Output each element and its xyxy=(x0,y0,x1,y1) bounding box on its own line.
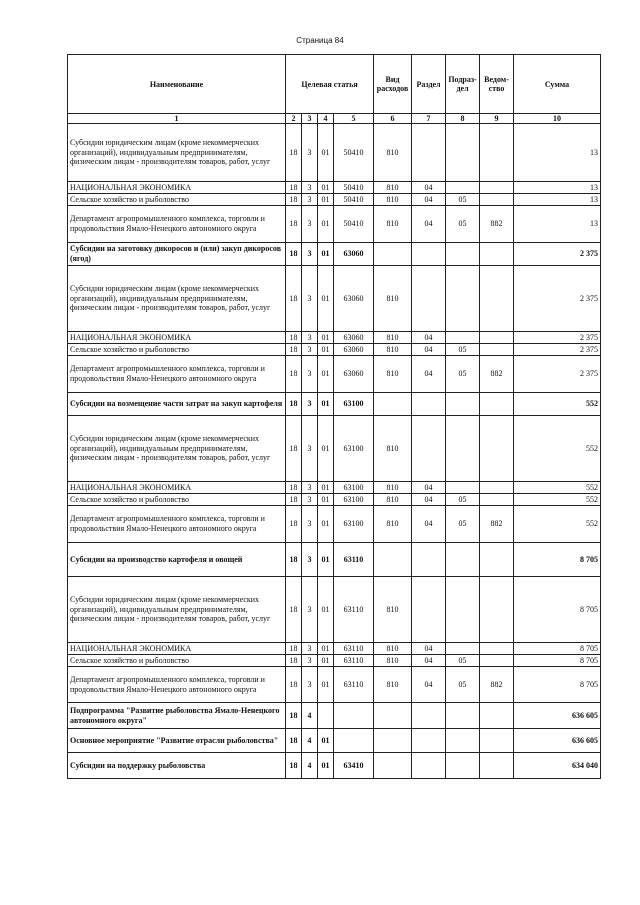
code-cell-subprogram: 3 xyxy=(302,494,318,506)
code-cell-article xyxy=(334,729,374,753)
row-name-cell: Субсидии юридическим лицам (кроме некоммерческих организаций), индивидуальным предпринимателям, физическим лицам - производителям товаров, работ, услуг xyxy=(68,416,286,482)
code-cell-activity: 01 xyxy=(318,577,334,643)
table-row xyxy=(68,206,601,243)
column-number: 4 xyxy=(318,114,334,124)
section-cell: 04 xyxy=(412,667,446,703)
amount-cell: 8 705 xyxy=(514,643,601,655)
section-cell xyxy=(412,577,446,643)
amount-cell: 552 xyxy=(514,506,601,543)
page-number-label: Страница 84 xyxy=(296,36,344,45)
code-cell-activity: 01 xyxy=(318,393,334,416)
code-cell-article: 63110 xyxy=(334,543,374,577)
amount-cell: 8 705 xyxy=(514,577,601,643)
code-cell-subprogram: 3 xyxy=(302,577,318,643)
code-cell-article: 63060 xyxy=(334,344,374,356)
code-cell-program: 18 xyxy=(286,753,302,779)
expense-type-cell xyxy=(374,243,412,266)
subsection-cell: 05 xyxy=(446,667,480,703)
code-cell-program: 18 xyxy=(286,482,302,494)
section-cell: 04 xyxy=(412,655,446,667)
table-row xyxy=(68,266,601,332)
section-cell xyxy=(412,266,446,332)
expense-type-cell: 810 xyxy=(374,124,412,182)
expense-type-cell: 810 xyxy=(374,577,412,643)
table-row xyxy=(68,577,601,643)
column-number: 3 xyxy=(302,114,318,124)
header-section: Раздел xyxy=(412,55,446,114)
amount-cell: 636 605 xyxy=(514,729,601,753)
amount-cell: 552 xyxy=(514,482,601,494)
expense-type-cell: 810 xyxy=(374,416,412,482)
row-name-cell: НАЦИОНАЛЬНАЯ ЭКОНОМИКА xyxy=(68,182,286,194)
code-cell-subprogram: 3 xyxy=(302,356,318,393)
subsection-cell xyxy=(446,577,480,643)
department-cell xyxy=(480,655,514,667)
code-cell-subprogram: 3 xyxy=(302,643,318,655)
amount-cell: 13 xyxy=(514,124,601,182)
code-cell-subprogram: 4 xyxy=(302,753,318,779)
subsection-cell xyxy=(446,643,480,655)
amount-cell: 634 040 xyxy=(514,753,601,779)
code-cell-article: 50410 xyxy=(334,194,374,206)
amount-cell: 13 xyxy=(514,194,601,206)
code-cell-subprogram: 3 xyxy=(302,194,318,206)
row-name-cell: Субсидии юридическим лицам (кроме некоммерческих организаций), индивидуальным предпринимателям, физическим лицам - производителям товаров, работ, услуг xyxy=(68,577,286,643)
code-cell-activity: 01 xyxy=(318,344,334,356)
department-cell: 882 xyxy=(480,206,514,243)
column-number-row xyxy=(68,114,601,124)
code-cell-subprogram: 3 xyxy=(302,655,318,667)
row-name-cell: Департамент агропромышленного комплекса, торговли и продовольствия Ямало-Ненецкого автономного округа xyxy=(68,506,286,543)
subsection-cell: 05 xyxy=(446,655,480,667)
department-cell xyxy=(480,703,514,729)
expense-type-cell: 810 xyxy=(374,194,412,206)
code-cell-subprogram: 4 xyxy=(302,729,318,753)
code-cell-subprogram: 3 xyxy=(302,482,318,494)
header-target-article: Целевая статья xyxy=(286,55,374,114)
code-cell-article: 63110 xyxy=(334,577,374,643)
department-cell xyxy=(480,543,514,577)
section-cell xyxy=(412,243,446,266)
department-cell: 882 xyxy=(480,356,514,393)
code-cell-article: 63110 xyxy=(334,667,374,703)
column-number: 10 xyxy=(514,114,601,124)
row-name-cell: НАЦИОНАЛЬНАЯ ЭКОНОМИКА xyxy=(68,643,286,655)
code-cell-subprogram: 3 xyxy=(302,206,318,243)
header-row xyxy=(68,55,601,114)
code-cell-subprogram: 3 xyxy=(302,543,318,577)
expense-type-cell xyxy=(374,543,412,577)
table-row xyxy=(68,344,601,356)
expense-type-cell: 810 xyxy=(374,643,412,655)
code-cell-program: 18 xyxy=(286,206,302,243)
row-name-cell: НАЦИОНАЛЬНАЯ ЭКОНОМИКА xyxy=(68,332,286,344)
department-cell xyxy=(480,124,514,182)
code-cell-activity: 01 xyxy=(318,494,334,506)
code-cell-activity: 01 xyxy=(318,206,334,243)
department-cell xyxy=(480,416,514,482)
code-cell-program: 18 xyxy=(286,729,302,753)
subsection-cell xyxy=(446,482,480,494)
code-cell-article: 63100 xyxy=(334,494,374,506)
department-cell xyxy=(480,344,514,356)
section-cell: 04 xyxy=(412,332,446,344)
table-row xyxy=(68,729,601,753)
code-cell-article: 63100 xyxy=(334,482,374,494)
code-cell-program: 18 xyxy=(286,266,302,332)
amount-cell: 552 xyxy=(514,494,601,506)
code-cell-program: 18 xyxy=(286,124,302,182)
code-cell-article: 63100 xyxy=(334,416,374,482)
table-row xyxy=(68,332,601,344)
subsection-cell: 05 xyxy=(446,344,480,356)
expense-type-cell: 810 xyxy=(374,356,412,393)
department-cell xyxy=(480,243,514,266)
code-cell-program: 18 xyxy=(286,506,302,543)
table-row xyxy=(68,243,601,266)
code-cell-activity: 01 xyxy=(318,655,334,667)
column-number: 9 xyxy=(480,114,514,124)
expense-type-cell xyxy=(374,703,412,729)
code-cell-article: 50410 xyxy=(334,206,374,243)
department-cell xyxy=(480,393,514,416)
expense-type-cell: 810 xyxy=(374,266,412,332)
subsection-cell: 05 xyxy=(446,494,480,506)
table-row xyxy=(68,194,601,206)
code-cell-program: 18 xyxy=(286,655,302,667)
row-name-cell: Подпрограмма "Развитие рыболовства Ямало-Ненецкого автономного округа" xyxy=(68,703,286,729)
table-row xyxy=(68,356,601,393)
table-row xyxy=(68,482,601,494)
code-cell-article: 63110 xyxy=(334,643,374,655)
code-cell-subprogram: 3 xyxy=(302,667,318,703)
subsection-cell xyxy=(446,703,480,729)
section-cell xyxy=(412,753,446,779)
code-cell-activity: 01 xyxy=(318,124,334,182)
code-cell-subprogram: 3 xyxy=(302,182,318,194)
table-row xyxy=(68,182,601,194)
section-cell: 04 xyxy=(412,206,446,243)
department-cell xyxy=(480,494,514,506)
expense-type-cell: 810 xyxy=(374,655,412,667)
section-cell: 04 xyxy=(412,356,446,393)
row-name-cell: Сельское хозяйство и рыболовство xyxy=(68,344,286,356)
expense-type-cell: 810 xyxy=(374,206,412,243)
code-cell-article: 63060 xyxy=(334,243,374,266)
section-cell: 04 xyxy=(412,344,446,356)
amount-cell: 2 375 xyxy=(514,356,601,393)
subsection-cell xyxy=(446,243,480,266)
subsection-cell: 05 xyxy=(446,194,480,206)
department-cell: 882 xyxy=(480,506,514,543)
amount-cell: 552 xyxy=(514,416,601,482)
code-cell-article: 50410 xyxy=(334,124,374,182)
code-cell-program: 18 xyxy=(286,494,302,506)
subsection-cell xyxy=(446,124,480,182)
code-cell-article: 63100 xyxy=(334,393,374,416)
code-cell-activity: 01 xyxy=(318,243,334,266)
expense-type-cell: 810 xyxy=(374,667,412,703)
code-cell-program: 18 xyxy=(286,416,302,482)
subsection-cell: 05 xyxy=(446,506,480,543)
code-cell-program: 18 xyxy=(286,194,302,206)
expense-type-cell: 810 xyxy=(374,506,412,543)
code-cell-activity: 01 xyxy=(318,416,334,482)
code-cell-activity: 01 xyxy=(318,543,334,577)
header-department: Ведом-ство xyxy=(480,55,514,114)
code-cell-article: 63100 xyxy=(334,506,374,543)
header-subsection: Подраз-дел xyxy=(446,55,480,114)
code-cell-activity: 01 xyxy=(318,482,334,494)
code-cell-article: 63060 xyxy=(334,266,374,332)
code-cell-program: 18 xyxy=(286,332,302,344)
code-cell-subprogram: 3 xyxy=(302,243,318,266)
row-name-cell: Субсидии на заготовку дикоросов и (или) закуп дикоросов (ягод) xyxy=(68,243,286,266)
code-cell-activity: 01 xyxy=(318,266,334,332)
code-cell-activity: 01 xyxy=(318,194,334,206)
column-number: 5 xyxy=(334,114,374,124)
budget-table xyxy=(67,54,601,779)
table-row xyxy=(68,753,601,779)
table-row xyxy=(68,667,601,703)
row-name-cell: Субсидии на возмещение части затрат на закуп картофеля xyxy=(68,393,286,416)
code-cell-activity: 01 xyxy=(318,506,334,543)
table-row xyxy=(68,393,601,416)
expense-type-cell: 810 xyxy=(374,332,412,344)
code-cell-program: 18 xyxy=(286,577,302,643)
department-cell xyxy=(480,332,514,344)
department-cell xyxy=(480,482,514,494)
subsection-cell xyxy=(446,543,480,577)
amount-cell: 2 375 xyxy=(514,266,601,332)
code-cell-activity: 01 xyxy=(318,667,334,703)
section-cell: 04 xyxy=(412,194,446,206)
code-cell-program: 18 xyxy=(286,643,302,655)
subsection-cell xyxy=(446,393,480,416)
expense-type-cell: 810 xyxy=(374,482,412,494)
table-row xyxy=(68,655,601,667)
code-cell-subprogram: 3 xyxy=(302,332,318,344)
code-cell-program: 18 xyxy=(286,344,302,356)
amount-cell: 2 375 xyxy=(514,243,601,266)
column-number: 6 xyxy=(374,114,412,124)
expense-type-cell xyxy=(374,729,412,753)
department-cell xyxy=(480,729,514,753)
amount-cell: 8 705 xyxy=(514,543,601,577)
code-cell-subprogram: 3 xyxy=(302,344,318,356)
code-cell-article: 63410 xyxy=(334,753,374,779)
code-cell-activity: 01 xyxy=(318,182,334,194)
table-row xyxy=(68,703,601,729)
code-cell-activity: 01 xyxy=(318,332,334,344)
department-cell xyxy=(480,577,514,643)
code-cell-program: 18 xyxy=(286,356,302,393)
subsection-cell xyxy=(446,182,480,194)
header-name: Наименование xyxy=(68,55,286,114)
expense-type-cell: 810 xyxy=(374,182,412,194)
code-cell-subprogram: 3 xyxy=(302,393,318,416)
subsection-cell xyxy=(446,266,480,332)
department-cell: 882 xyxy=(480,667,514,703)
department-cell xyxy=(480,753,514,779)
amount-cell: 8 705 xyxy=(514,667,601,703)
column-number: 1 xyxy=(68,114,286,124)
expense-type-cell: 810 xyxy=(374,344,412,356)
department-cell xyxy=(480,182,514,194)
code-cell-subprogram: 3 xyxy=(302,506,318,543)
row-name-cell: Субсидии на производство картофеля и овощей xyxy=(68,543,286,577)
code-cell-article: 63060 xyxy=(334,356,374,393)
amount-cell: 13 xyxy=(514,206,601,243)
row-name-cell: Субсидии юридическим лицам (кроме некоммерческих организаций), индивидуальным предпринимателям, физическим лицам - производителям товаров, работ, услуг xyxy=(68,266,286,332)
expense-type-cell: 810 xyxy=(374,494,412,506)
amount-cell: 552 xyxy=(514,393,601,416)
header-expense-type: Вид расходов xyxy=(374,55,412,114)
code-cell-activity: 01 xyxy=(318,729,334,753)
code-cell-article: 50410 xyxy=(334,182,374,194)
row-name-cell: Сельское хозяйство и рыболовство xyxy=(68,494,286,506)
code-cell-program: 18 xyxy=(286,182,302,194)
department-cell xyxy=(480,266,514,332)
row-name-cell: Департамент агропромышленного комплекса, торговли и продовольствия Ямало-Ненецкого автономного округа xyxy=(68,667,286,703)
row-name-cell: Субсидии юридическим лицам (кроме некоммерческих организаций), индивидуальным предпринимателям, физическим лицам - производителям товаров, работ, услуг xyxy=(68,124,286,182)
section-cell: 04 xyxy=(412,482,446,494)
amount-cell: 2 375 xyxy=(514,344,601,356)
row-name-cell: Субсидии на поддержку рыболовства xyxy=(68,753,286,779)
row-name-cell: Департамент агропромышленного комплекса, торговли и продовольствия Ямало-Ненецкого автономного округа xyxy=(68,356,286,393)
expense-type-cell xyxy=(374,753,412,779)
table-row xyxy=(68,506,601,543)
table-row xyxy=(68,643,601,655)
code-cell-article: 63060 xyxy=(334,332,374,344)
column-number: 7 xyxy=(412,114,446,124)
code-cell-activity: 01 xyxy=(318,753,334,779)
subsection-cell: 05 xyxy=(446,206,480,243)
column-number: 8 xyxy=(446,114,480,124)
expense-type-cell xyxy=(374,393,412,416)
code-cell-subprogram: 3 xyxy=(302,266,318,332)
section-cell: 04 xyxy=(412,494,446,506)
subsection-cell xyxy=(446,332,480,344)
section-cell xyxy=(412,124,446,182)
amount-cell: 8 705 xyxy=(514,655,601,667)
table-row xyxy=(68,543,601,577)
code-cell-article: 63110 xyxy=(334,655,374,667)
table-row xyxy=(68,416,601,482)
code-cell-activity: 01 xyxy=(318,643,334,655)
row-name-cell: Сельское хозяйство и рыболовство xyxy=(68,655,286,667)
code-cell-subprogram: 4 xyxy=(302,703,318,729)
subsection-cell xyxy=(446,416,480,482)
header-amount: Сумма xyxy=(514,55,601,114)
subsection-cell xyxy=(446,753,480,779)
table-row xyxy=(68,124,601,182)
code-cell-subprogram: 3 xyxy=(302,124,318,182)
section-cell: 04 xyxy=(412,182,446,194)
section-cell xyxy=(412,393,446,416)
row-name-cell: Департамент агропромышленного комплекса, торговли и продовольствия Ямало-Ненецкого автономного округа xyxy=(68,206,286,243)
column-number: 2 xyxy=(286,114,302,124)
code-cell-activity: 01 xyxy=(318,356,334,393)
code-cell-program: 18 xyxy=(286,703,302,729)
code-cell-subprogram: 3 xyxy=(302,416,318,482)
table-row xyxy=(68,494,601,506)
row-name-cell: Сельское хозяйство и рыболовство xyxy=(68,194,286,206)
code-cell-program: 18 xyxy=(286,667,302,703)
code-cell-program: 18 xyxy=(286,393,302,416)
subsection-cell xyxy=(446,729,480,753)
table-body xyxy=(68,124,601,779)
section-cell xyxy=(412,543,446,577)
amount-cell: 636 605 xyxy=(514,703,601,729)
code-cell-program: 18 xyxy=(286,243,302,266)
subsection-cell: 05 xyxy=(446,356,480,393)
section-cell xyxy=(412,703,446,729)
section-cell xyxy=(412,416,446,482)
row-name-cell: НАЦИОНАЛЬНАЯ ЭКОНОМИКА xyxy=(68,482,286,494)
amount-cell: 13 xyxy=(514,182,601,194)
section-cell xyxy=(412,729,446,753)
amount-cell: 2 375 xyxy=(514,332,601,344)
section-cell: 04 xyxy=(412,643,446,655)
code-cell-article xyxy=(334,703,374,729)
code-cell-program: 18 xyxy=(286,543,302,577)
row-name-cell: Основное мероприятие "Развитие отрасли рыболовства" xyxy=(68,729,286,753)
section-cell: 04 xyxy=(412,506,446,543)
code-cell-activity xyxy=(318,703,334,729)
department-cell xyxy=(480,643,514,655)
department-cell xyxy=(480,194,514,206)
